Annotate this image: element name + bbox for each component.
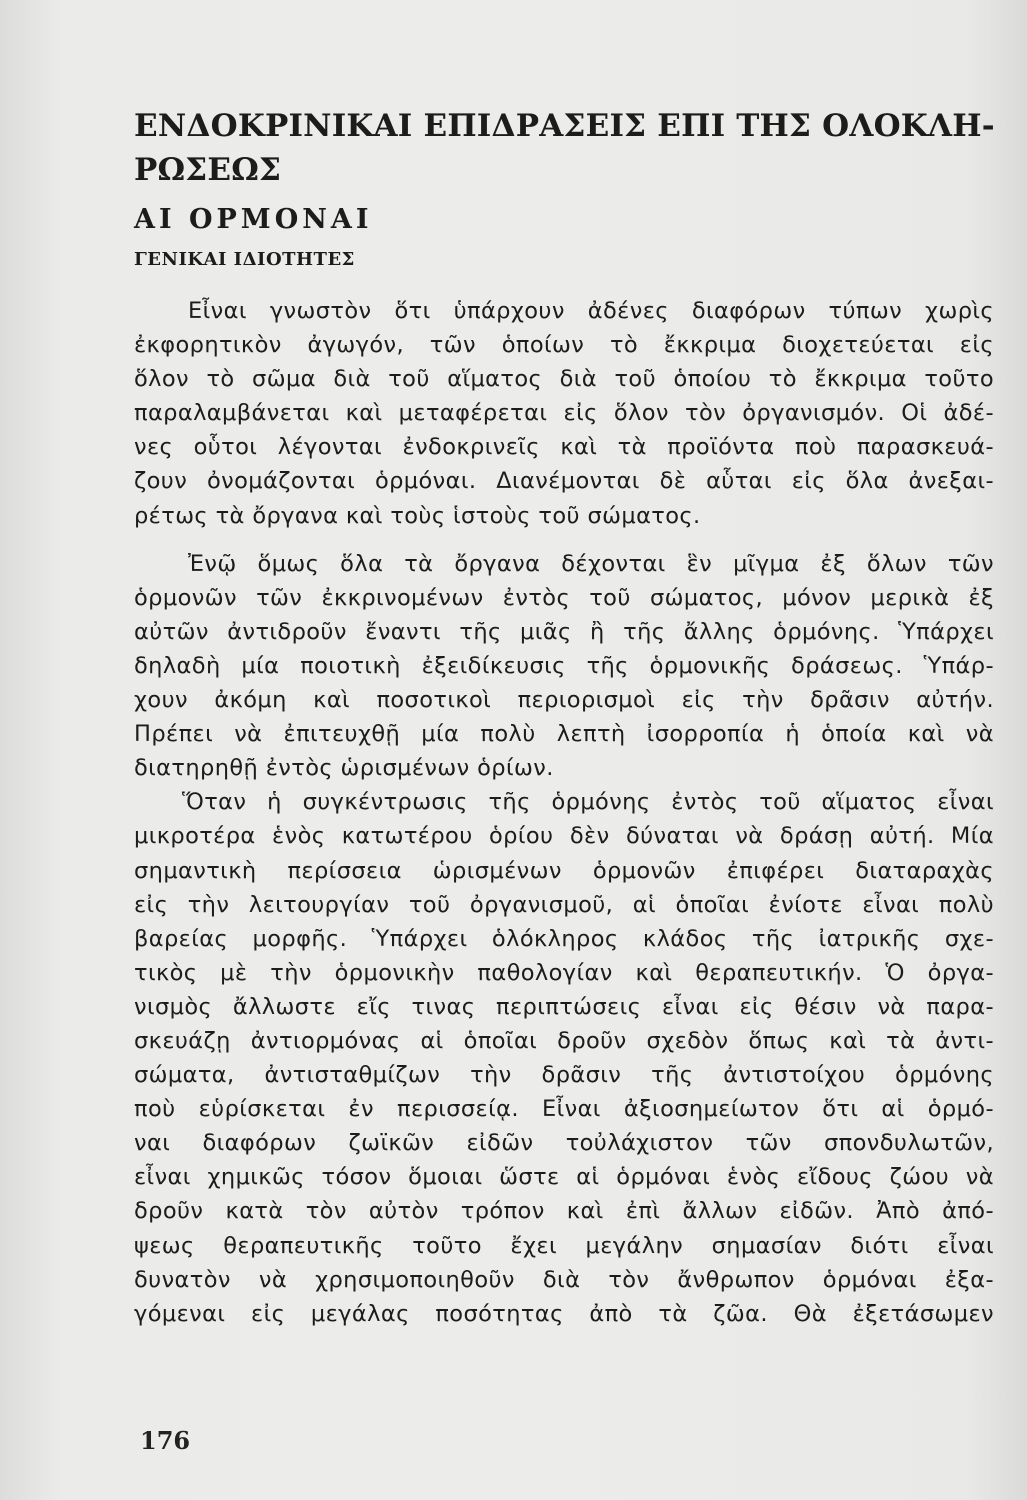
- text-line: βαρείας μορφῆς. Ὑπάρχει ὁλόκληρος κλάδος τῆς ἰατρικῆς σχε-: [134, 925, 994, 952]
- text-line: Ὅταν ἡ συγκέντρωσις τῆς ὁρμόνης ἐντὸς τοῦ αἵματος εἶναι: [182, 789, 994, 816]
- text-line: τικὸς μὲ τὴν ὁρμονικὴν παθολογίαν καὶ θεραπευτικήν. Ὁ ὀργα-: [134, 959, 994, 986]
- paragraph: [134, 785, 994, 1331]
- text-line: ζουν ὀνομάζονται ὁρμόναι. Διανέμονται δὲ αὗται εἰς ὅλα ἀνεξαι-: [134, 468, 994, 495]
- paragraph: [134, 547, 994, 786]
- page-number: 176: [140, 1426, 191, 1455]
- text-line: ἐκφορητικὸν ἀγωγόν, τῶν ὁποίων τὸ ἔκκριμα διοχετεύεται εἰς: [134, 332, 994, 359]
- text-line: Ἐνῷ ὅμως ὅλα τὰ ὄργανα δέχονται ἓν μῖγμα ἐξ ὅλων τῶν: [188, 550, 994, 577]
- text-line: σώματα, ἀντισταθμίζων τὴν δρᾶσιν τῆς ἀντιστοίχου ὁρμόνης: [134, 1062, 994, 1089]
- text-line: νισμὸς ἄλλωστε εἴς τινας περιπτώσεις εἶναι εἰς θέσιν νὰ παρα-: [134, 993, 994, 1020]
- text-line: σημαντικὴ περίσσεια ὡρισμένων ὁρμονῶν ἐπιφέρει διαταραχὰς: [134, 857, 994, 884]
- text-line: δυνατὸν νὰ χρησιμοποιηθοῦν διὰ τὸν ἄνθρωπον ὁρμόναι ἐξα-: [134, 1266, 994, 1293]
- text-line: ψεως θεραπευτικῆς τοῦτο ἔχει μεγάλην σημασίαν διότι εἶναι: [134, 1232, 994, 1259]
- section-heading: ΑΙ ΟΡΜΟΝΑΙ: [134, 204, 373, 235]
- text-line: νες οὗτοι λέγονται ἐνδοκρινεῖς καὶ τὰ προϊόντα ποὺ παρασκευά-: [134, 434, 994, 461]
- text-line: παραλαμβάνεται καὶ μεταφέρεται εἰς ὅλον τὸν ὀργανισμόν. Οἱ ἀδέ-: [134, 400, 994, 427]
- text-line: εἶναι χημικῶς τόσον ὅμοιαι ὥστε αἱ ὁρμόναι ἑνὸς εἴδους ζώου νὰ: [134, 1164, 994, 1191]
- chapter-title: [134, 104, 994, 192]
- text-line: ὅλον τὸ σῶμα διὰ τοῦ αἵματος διὰ τοῦ ὁποίου τὸ ἔκκριμα τοῦτο: [134, 366, 994, 393]
- text-line: αὐτῶν ἀντιδροῦν ἔναντι τῆς μιᾶς ἢ τῆς ἄλλης ὁρμόνης. Ὑπάρχει: [134, 618, 994, 645]
- text-line: μικροτέρα ἑνὸς κατωτέρου ὁρίου δὲν δύναται νὰ δράσῃ αὐτή. Μία: [134, 823, 994, 850]
- paragraph: [134, 294, 994, 533]
- subsection-heading: ΓΕΝΙΚΑΙ ΙΔΙΟΤΗΤΕΣ: [134, 249, 355, 270]
- text-line: Πρέπει νὰ ἐπιτευχθῇ μία πολὺ λεπτὴ ἰσορροπία ἡ ὁποία καὶ νὰ: [134, 721, 994, 748]
- text-line: ὁρμονῶν τῶν ἐκκρινομένων ἐντὸς τοῦ σώματος, μόνον μερικὰ ἐξ: [134, 584, 994, 611]
- text-line: γόμεναι εἰς μεγάλας ποσότητας ἀπὸ τὰ ζῶα. Θὰ ἐξετάσωμεν: [134, 1300, 994, 1327]
- text-line: ρέτως τὰ ὄργανα καὶ τοὺς ἱστοὺς τοῦ σώματος.: [134, 502, 701, 529]
- chapter-title-line: ΕΝΔΟΚΡΙΝΙΚΑΙ ΕΠΙΔΡΑΣΕΙΣ ΕΠΙ ΤΗΣ ΟΛΟΚΛΗ-: [134, 108, 995, 144]
- text-line: δροῦν κατὰ τὸν αὐτὸν τρόπον καὶ ἐπὶ ἄλλων εἰδῶν. Ἀπὸ ἀπό-: [134, 1198, 994, 1225]
- page-content: [134, 104, 994, 1331]
- body-text: [134, 294, 994, 1331]
- text-line: δηλαδὴ μία ποιοτικὴ ἐξειδίκευσις τῆς ὁρμονικῆς δράσεως. Ὑπάρ-: [134, 652, 994, 679]
- text-line: διατηρηθῇ ἐντὸς ὡρισμένων ὁρίων.: [134, 755, 554, 782]
- text-line: σκευάζῃ ἀντιορμόνας αἱ ὁποῖαι δροῦν σχεδὸν ὅπως καὶ τὰ ἀντι-: [134, 1027, 994, 1054]
- text-line: Εἶναι γνωστὸν ὅτι ὑπάρχουν ἀδένες διαφόρων τύπων χωρὶς: [188, 298, 994, 324]
- text-line: ποὺ εὑρίσκεται ἐν περισσείᾳ. Εἶναι ἀξιοσημείωτον ὅτι αἱ ὁρμό-: [134, 1096, 994, 1123]
- text-line: χουν ἀκόμη καὶ ποσοτικοὶ περιορισμοὶ εἰς τὴν δρᾶσιν αὐτήν.: [134, 687, 994, 714]
- chapter-title-line: ΡΩΣΕΩΣ: [134, 152, 282, 188]
- text-line: εἰς τὴν λειτουργίαν τοῦ ὀργανισμοῦ, αἱ ὁποῖαι ἐνίοτε εἶναι πολὺ: [134, 891, 994, 918]
- text-line: ναι διαφόρων ζωϊκῶν εἰδῶν τοὐλάχιστον τῶν σπονδυλωτῶν,: [134, 1130, 994, 1157]
